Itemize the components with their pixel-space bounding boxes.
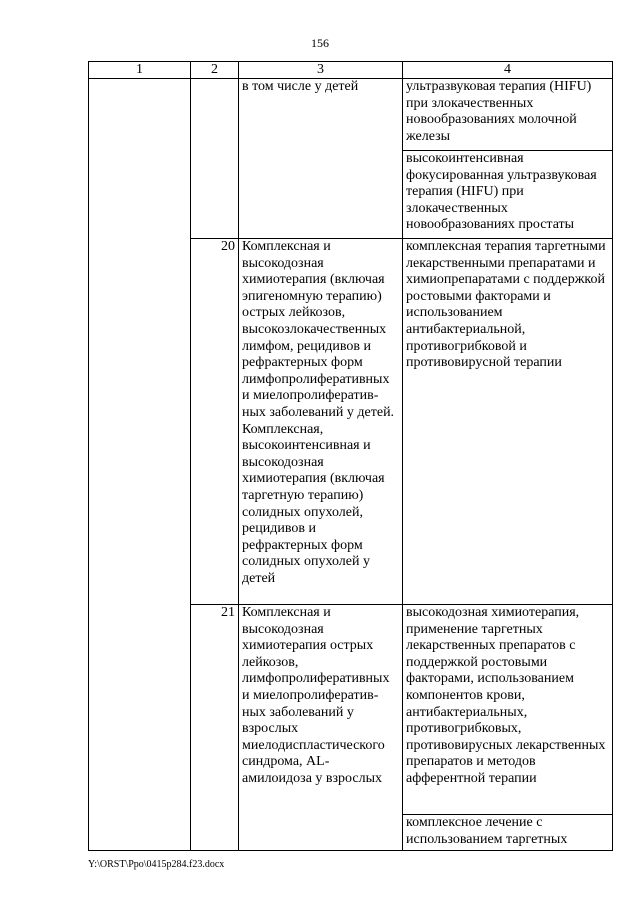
page-number: 156 bbox=[311, 36, 329, 50]
method-cell: ультразвуковая терапия (HIFU) при злокачественных новообразованиях молочной железы bbox=[403, 79, 613, 151]
column-header-3: 3 bbox=[239, 62, 403, 79]
column-header-2: 2 bbox=[191, 62, 239, 79]
method-cell: комплексная терапия таргетными лекарственными препаратами и химиопрепаратами с поддержкой ростовыми факторами и использованием антибактериальной, противогрибковой и противовирусной терапии bbox=[403, 239, 613, 605]
service-type-cell: в том числе у детей bbox=[239, 79, 403, 239]
table-row bbox=[89, 79, 613, 151]
row-number-cell bbox=[191, 79, 239, 239]
method-cell: высокодозная химиотерапия, применение таргетных лекарственных препаратов с поддержкой ростовыми факторами, использованием компонентов крови, антибактериальных, противогрибковых, противовирусных лекарственных препаратов и методов афферентной терапии bbox=[403, 605, 613, 815]
method-cell: комплексное лечение с использованием таргетных bbox=[403, 815, 613, 851]
footer-file-path: Y:\ORST\Ppo\0415p284.f23.docx bbox=[88, 859, 225, 870]
services-table bbox=[88, 61, 613, 851]
service-type-cell: Комплексная и высокодозная химиотерапия (включая эпигеномную терапию) острых лейкозов, высокозлокачественных лимфом, рецидивов и рефрактерных форм лимфопролиферативных и миелопролифератив-ных заболеваний у детей. Комплексная, высокоинтенсивная и высокодозная химиотерапия (включая таргетную терапию) солидных опухолей, рецидивов и рефрактерных форм солидных опухолей у детей bbox=[239, 239, 403, 605]
table-header-row bbox=[89, 62, 613, 79]
column-header-1: 1 bbox=[89, 62, 191, 79]
row-number-cell: 20 bbox=[191, 239, 239, 605]
column-header-4: 4 bbox=[403, 62, 613, 79]
group-cell bbox=[89, 79, 191, 851]
row-number-cell: 21 bbox=[191, 605, 239, 851]
service-type-cell: Комплексная и высокодозная химиотерапия острых лейкозов, лимфопролиферативных и миелопролифератив-ных заболеваний у взрослых миелодиспластического синдрома, AL-амилоидоза у взрослых bbox=[239, 605, 403, 851]
method-cell: высокоинтенсивная фокусированная ультразвуковая терапия (HIFU) при злокачественных новообразованиях простаты bbox=[403, 151, 613, 239]
